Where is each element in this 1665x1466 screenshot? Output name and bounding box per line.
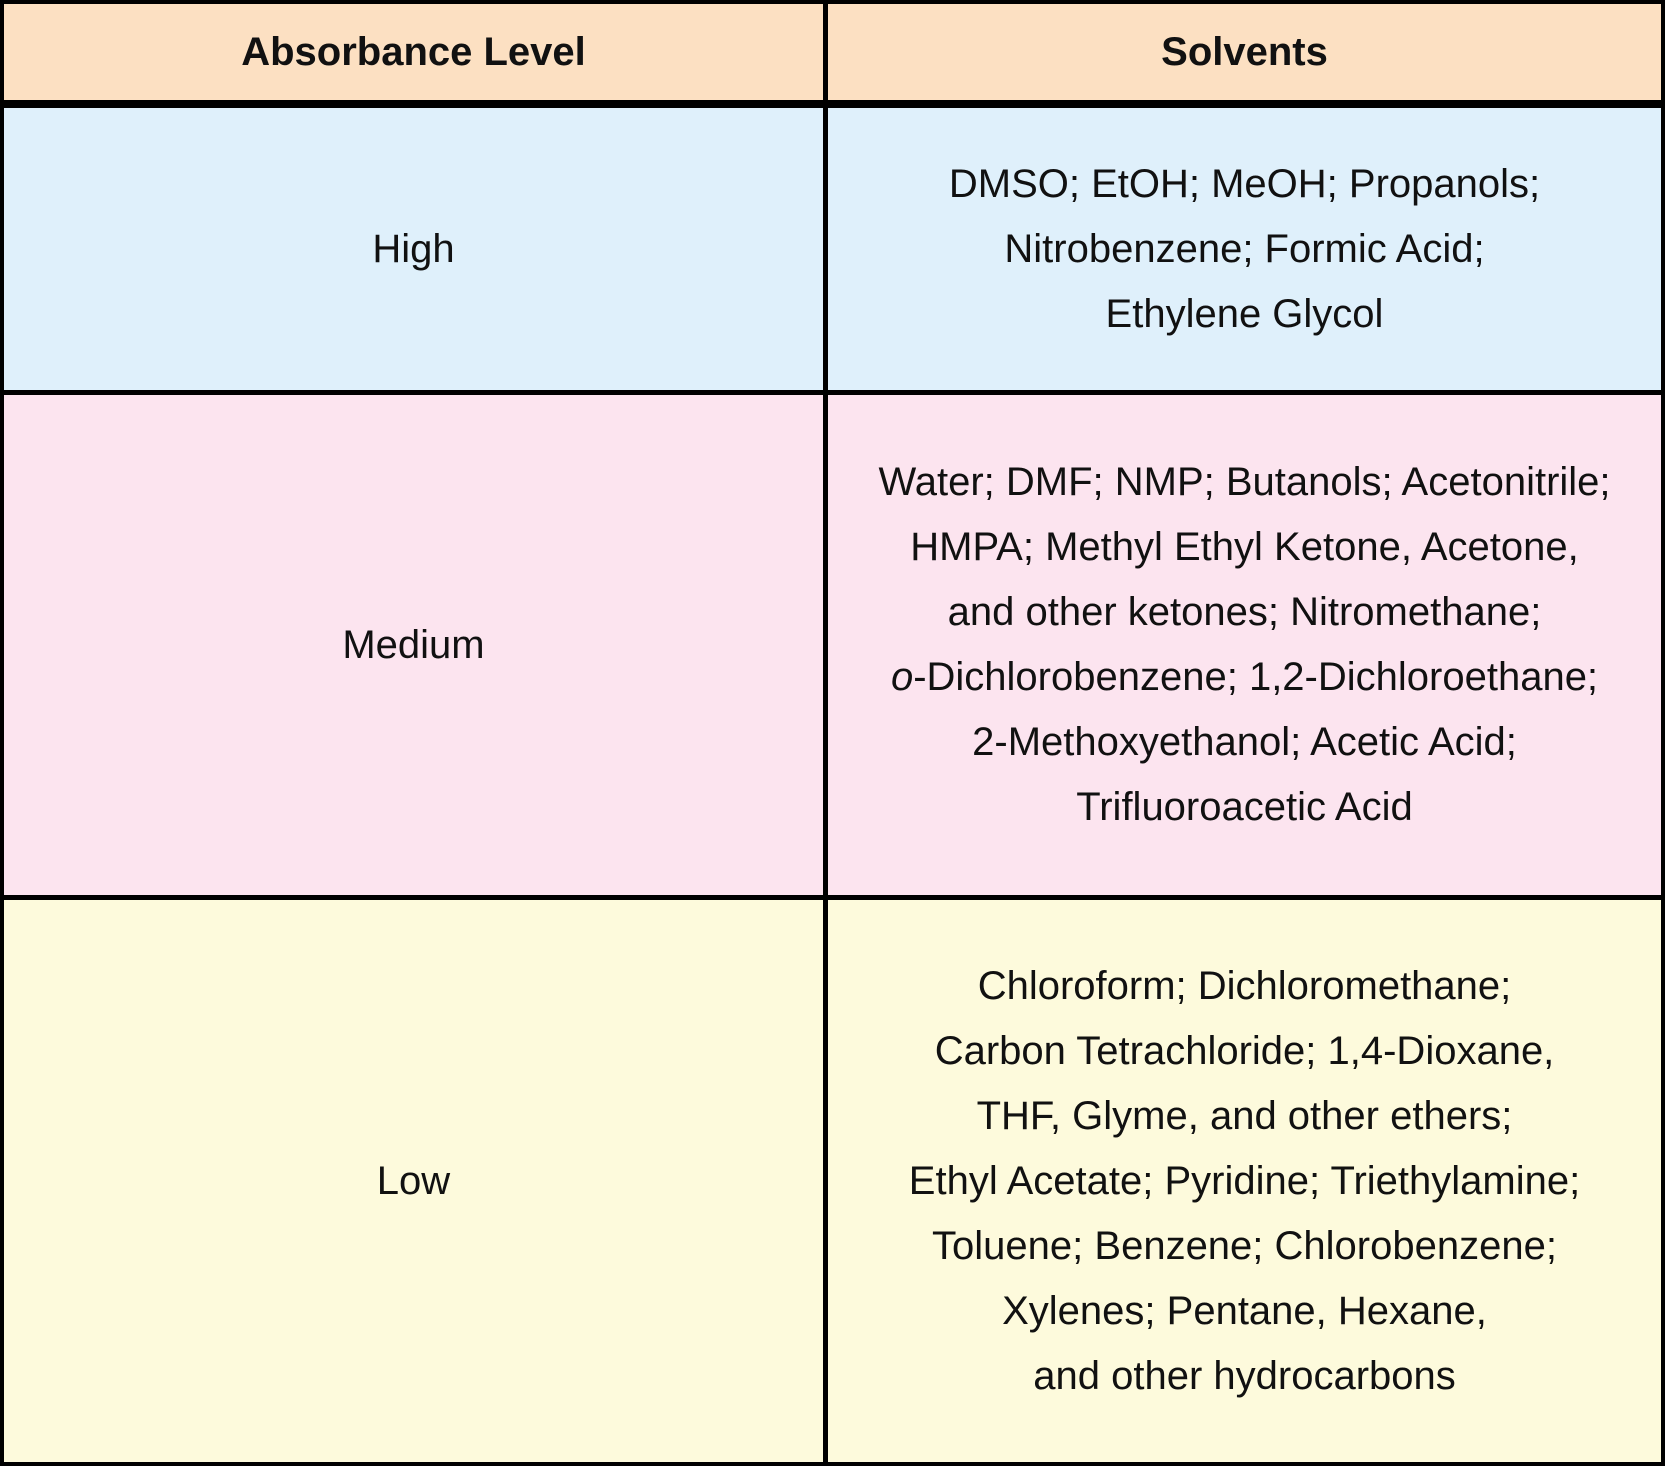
- solvent-list-low: Chloroform; Dichloromethane; Carbon Tetrachloride; 1,4-Dioxane, THF, Glyme, and other ethers; Ethyl Acetate; Pyridine; Triethylamine; Toluene; Benzene; Chlorobenzene; Xylenes; Pentane, Hexane, and other hydrocarbons: [908, 963, 1581, 1398]
- header-absorbance-level: Absorbance Level: [4, 4, 828, 100]
- solvent-list-medium: Water; DMF; NMP; Butanols; Acetonitrile; HMPA; Methyl Ethyl Ketone, Acetone, and other ketones; Nitromethane; o-Dichlorobenzene; 1,2-Dichloroethane; 2-Methoxyethanol; Acetic Acid; Trifluoroacetic Acid: [878, 460, 1611, 829]
- level-label-low: Low: [4, 900, 828, 1462]
- level-label-medium: Medium: [4, 395, 828, 895]
- table-row-medium: [4, 395, 1661, 900]
- solvent-list-high: DMSO; EtOH; MeOH; Propanols; Nitrobenzene; Formic Acid; Ethylene Glycol: [948, 161, 1541, 336]
- level-label-high: High: [4, 108, 828, 390]
- table-row-high: [4, 108, 1661, 395]
- table-header-row: [4, 4, 1661, 108]
- table-row-low: [4, 900, 1661, 1462]
- header-solvents: Solvents: [1161, 29, 1328, 74]
